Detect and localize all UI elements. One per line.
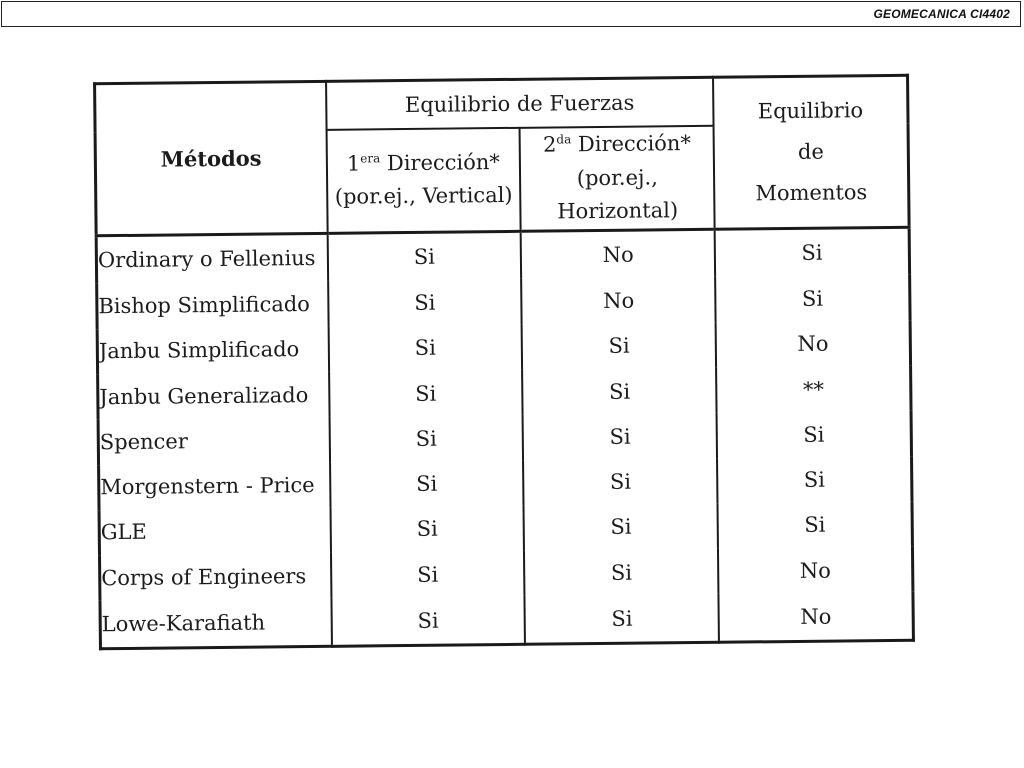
header-direction-1: [326, 128, 521, 233]
dir2-label: Dirección*: [571, 131, 692, 157]
dir2-value: Si: [522, 322, 716, 369]
dir2-value: Si: [522, 368, 716, 415]
method-name: Janbu Generalizado: [98, 372, 330, 420]
methods-table: [93, 74, 915, 651]
dir1-value: Si: [327, 231, 521, 281]
dir1-value: Si: [329, 370, 523, 417]
header-moment-equilibrium: [713, 75, 909, 229]
moments-value: Si: [801, 286, 824, 311]
header-direction-2: [520, 126, 715, 231]
method-name: Spencer: [98, 417, 330, 465]
dir1-example: (por.ej., Vertical): [334, 183, 513, 210]
header-methods: Métodos: [95, 81, 328, 235]
moments-value: Si: [803, 422, 825, 447]
dir1-value: Si: [330, 506, 524, 553]
dir2-value: Si: [525, 594, 719, 644]
dir2-value: No: [521, 229, 715, 279]
dir1-value: Si: [328, 324, 522, 371]
dir2-value: Si: [524, 549, 718, 596]
dir1-value: Si: [331, 551, 525, 598]
header-bar: [1, 1, 1021, 27]
moments-value: No: [799, 558, 831, 583]
method-name: GLE: [99, 508, 331, 556]
moments-value: Si: [801, 240, 823, 265]
moments-value: No: [797, 331, 829, 357]
header-moment-line3: Momentos: [755, 180, 868, 206]
dir2-value: Si: [523, 458, 717, 505]
method-name: Lowe-Karafiath: [100, 598, 332, 649]
dir2-value: No: [521, 277, 715, 324]
course-title: GEOMECANICA CI4402: [873, 7, 1010, 21]
table-row: [100, 592, 913, 649]
dir1-value: Si: [330, 460, 524, 507]
header-moment-line1: Equilibrio: [757, 98, 864, 124]
scanned-table-image: [93, 74, 915, 651]
moments-value: **: [802, 377, 825, 402]
dir1-ordinal: era: [360, 151, 381, 166]
dir2-value: Si: [524, 504, 718, 551]
method-name: Morgenstern - Price: [99, 462, 331, 510]
method-name: Ordinary o Fellenius: [96, 233, 328, 284]
dir2-ordinal: da: [556, 132, 572, 147]
dir2-value: Si: [523, 413, 717, 460]
table-row: [96, 227, 909, 284]
header-moment-line2: de: [797, 139, 824, 164]
dir1-value: Si: [328, 279, 522, 326]
dir1-value: Si: [329, 415, 523, 462]
dir1-label: Dirección*: [380, 149, 500, 176]
dir1-value: Si: [331, 596, 525, 646]
method-name: Bishop Simplificado: [97, 281, 329, 329]
method-name: Corps of Engineers: [100, 553, 332, 601]
dir1-number: 1: [346, 151, 361, 176]
moments-value: Si: [803, 467, 826, 493]
moments-value: Si: [804, 513, 826, 538]
dir2-number: 2: [542, 132, 557, 157]
moments-value: No: [800, 604, 832, 629]
dir2-example: (por.ej., Horizontal): [557, 164, 679, 224]
method-name: Janbu Simplificado: [97, 327, 329, 375]
header-force-equilibrium: Equilibrio de Fuerzas: [326, 77, 714, 130]
